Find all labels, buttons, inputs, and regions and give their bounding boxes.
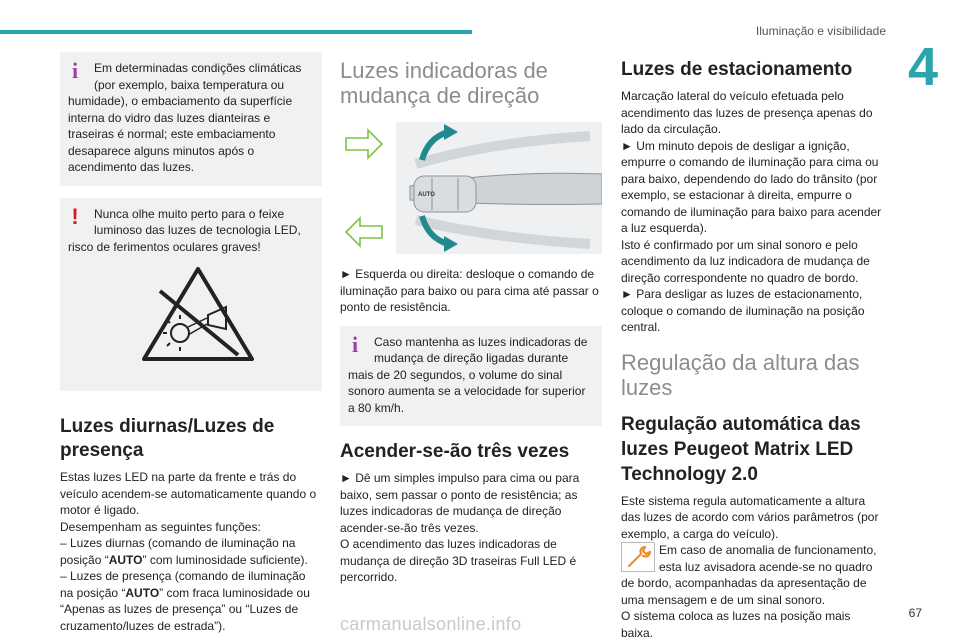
column-2 xyxy=(340,52,602,586)
warning-icon: ! xyxy=(71,203,79,229)
drl-paragraph-3 xyxy=(60,535,322,568)
three-times-heading: Acender-se-ão três vezes xyxy=(340,441,570,462)
fault-notice xyxy=(621,542,883,608)
adjust-paragraph-2: Em caso de anomalia de funcionamento, esta luz avisadora acende-se no quadro de bordo, acompanhadas da apresentação de uma mensagem e de um sinal sonoro. xyxy=(621,543,877,607)
stalk-auto-label: AUTO xyxy=(418,192,435,198)
column-3 xyxy=(621,52,883,641)
info-text: Em determinadas condições climáticas (por exemplo, baixa temperatura ou humidade), o embaciamento da superfície interna do vidro das luzes dianteiras e traseiras é normal; este embaciamento desaparece alguns minutos após o acendimento das luzes. xyxy=(68,61,302,174)
drl-p4-auto: AUTO xyxy=(125,585,160,600)
parking-paragraph-2: ► Um minuto depois de desligar a ignição, empurre o comando de iluminação para cima ou para baixo, dependendo do lado do trânsito (por exemplo, se estacionar à direita, empurre o comando de iluminação para baixo para acender a luz esquerda). xyxy=(621,138,882,235)
drl-heading: Luzes diurnas/Luzes de presença xyxy=(60,416,275,461)
auto-adjust-heading: Regulação automática das luzes Peugeot Matrix LED Technology 2.0 xyxy=(621,413,861,485)
drl-paragraph-1: Estas luzes LED na parte da frente e trás do veículo acendem-se automaticamente quando o motor é ligado. xyxy=(60,470,317,517)
drl-p3-auto: AUTO xyxy=(108,552,143,567)
drl-p4-c: ” com fraca luminosidade ou “Apenas as luzes de presença” ou “Luzes de cruzamento/luzes de estrada”). xyxy=(60,585,310,633)
info-box-turn xyxy=(340,326,602,427)
warning-text: Nunca olhe muito perto para o feixe luminoso das luzes de tecnologia LED, risco de ferimentos oculares graves! xyxy=(68,206,301,254)
parking-paragraph-3: Isto é confirmado por um sinal sonoro e pelo acendimento da luz indicadora de mudança de direção correspondente no quadro de bordo. xyxy=(621,237,870,285)
column-1 xyxy=(60,52,322,634)
drl-paragraph-4 xyxy=(60,568,322,634)
drl-p3-a: – Luzes diurnas (comando de iluminação na posição “ xyxy=(60,536,296,567)
turn-info-text: Caso mantenha as luzes indicadoras de mudança de direção ligadas durante mais de 20 segundos, o volume do sinal sonoro aumenta se a velocidade for superior a 80 km/h. xyxy=(348,334,588,415)
header-accent-bar xyxy=(0,30,472,34)
section-title: Iluminação e visibilidade xyxy=(755,24,886,38)
turn-paragraph-2: ► Dê um simples impulso para cima ou para baixo, sem passar o ponto de resistência; as luzes indicadoras de mudança de direção acender-se-ão três vezes. xyxy=(340,471,580,535)
drl-p3-c: ” com luminosidade suficiente). xyxy=(142,552,308,567)
lighting-stalk-illustration xyxy=(340,120,602,256)
turn-indicators-heading: Luzes indicadoras de mudança de direção xyxy=(340,58,548,108)
info-icon: i xyxy=(351,331,359,357)
parking-lights-heading: Luzes de estacionamento xyxy=(621,59,853,80)
adjust-paragraph-3: O sistema coloca as luzes na posição mais baixa. xyxy=(621,609,851,640)
info-box xyxy=(60,52,322,186)
info-icon: i xyxy=(71,58,79,83)
warning-box xyxy=(60,198,322,392)
page-number: 67 xyxy=(908,606,922,620)
height-adjust-heading: Regulação da altura das luzes xyxy=(621,349,860,400)
wrench-icon xyxy=(621,542,655,572)
drl-p4-a: – Luzes de presença (comando de iluminação na posição “ xyxy=(60,569,306,600)
parking-paragraph-4: ► Para desligar as luzes de estacionamento, coloque o comando de iluminação na posição central. xyxy=(621,287,865,334)
arrow-left-icon xyxy=(346,218,382,246)
stalk-figure xyxy=(340,120,600,256)
drl-paragraph-2: Desempenham as seguintes funções: xyxy=(60,519,261,534)
turn-paragraph-3: O acendimento das luzes indicadoras de mudança de direção 3D traseiras Full LED é percorrido. xyxy=(340,537,577,584)
led-warning-figure xyxy=(68,255,314,391)
no-look-led-icon xyxy=(68,255,330,391)
arrow-right-icon xyxy=(346,130,382,158)
adjust-paragraph-1: Este sistema regula automaticamente a altura das luzes de acordo com vários parâmetros (por exemplo, a carga do veículo). xyxy=(621,493,879,541)
turn-paragraph-1: ► Esquerda ou direita: desloque o comando de iluminação para baixo ou para cima até passar o ponto de resistência. xyxy=(340,267,599,314)
chapter-number: 4 xyxy=(907,37,938,97)
parking-paragraph-1: Marcação lateral do veículo efetuada pelo acendimento das luzes de presença apenas do lado da circulação. xyxy=(621,89,873,136)
watermark: carmanualsonline.info xyxy=(340,614,522,634)
